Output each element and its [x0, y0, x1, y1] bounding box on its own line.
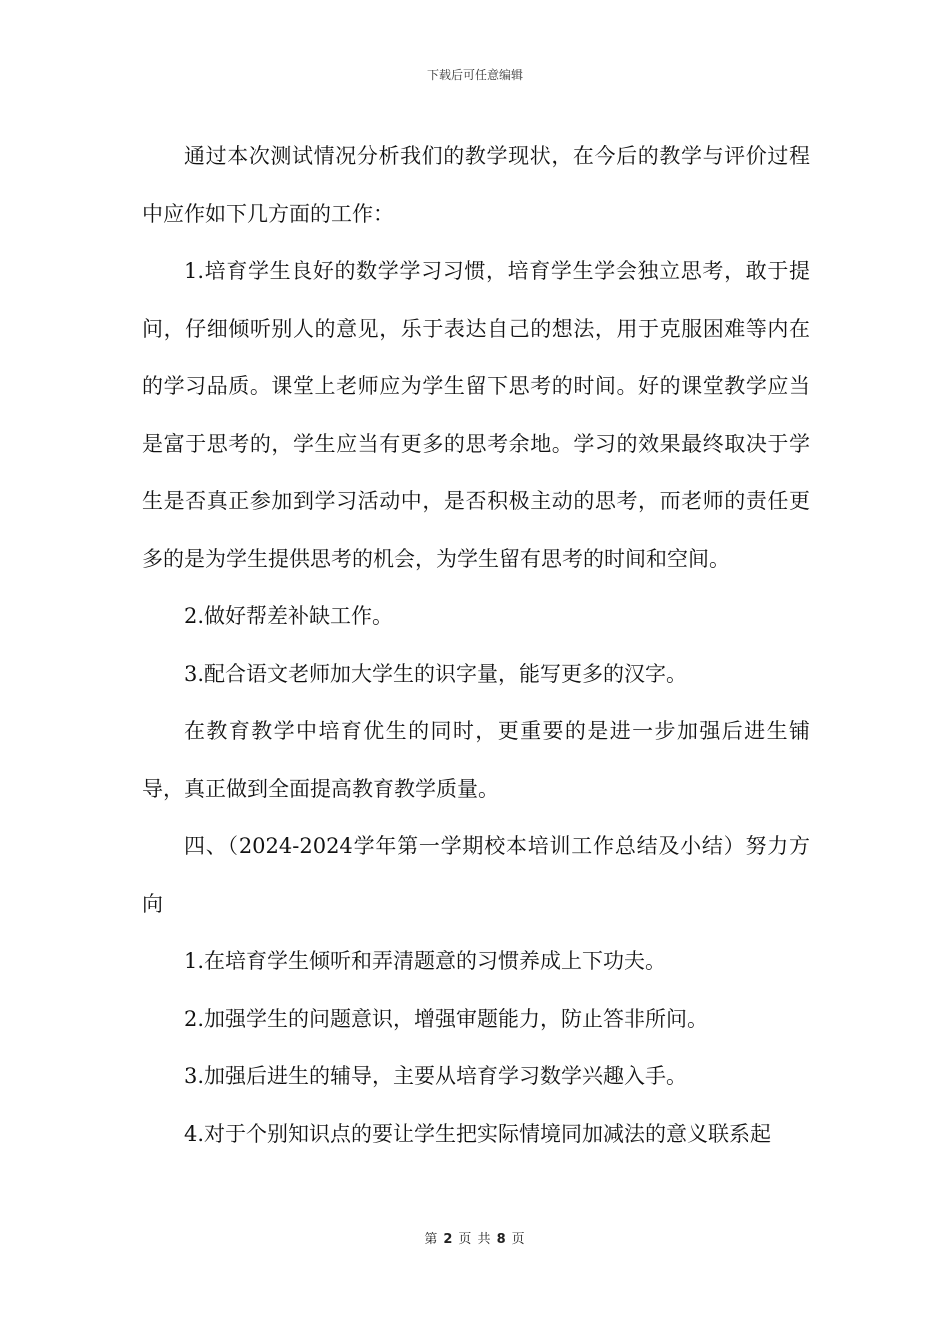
footer-page-number: 2: [443, 1232, 454, 1247]
page-header-note: 下载后可任意编辑: [426, 68, 523, 82]
paragraph-direction-1: 1.在培育学生倾听和弄清题意的习惯养成上下功夫。: [184, 949, 667, 973]
paragraph-item-3: 3.配合语文老师加大学生的识字量，能写更多的汉字。: [184, 661, 688, 686]
page-footer: [0, 1228, 950, 1247]
footer-suffix: 页: [511, 1232, 526, 1247]
paragraph-intro: 通过本次测试情况分析我们的教学现状，在今后的教学与评价过程中应作如下几方面的工作：: [142, 144, 810, 226]
document-body: [142, 128, 810, 1163]
paragraph-item-2: 2.做好帮差补缺工作。: [184, 604, 394, 628]
footer-total-pages: 8: [496, 1232, 507, 1247]
paragraph-direction-2: 2.加强学生的问题意识，增强审题能力，防止答非所问。: [184, 1006, 709, 1031]
paragraph-direction-4: 4.对于个别知识点的要让学生把实际情境同加减法的意义联系起: [184, 1121, 772, 1146]
paragraph-item-1: 1.培育学生良好的数学学习习惯，培育学生学会独立思考，敢于提问，仔细倾听别人的意见，乐于表达自己的想法，用于克服困难等内在的学习品质。课堂上老师应为学生留下思考的时间。好的课堂教学应当是富于思考的，学生应当有更多的思考余地。学习的效果最终取决于学生是否真正参加到学习活动中，是否积极主动的思考，而老师的责任更多的是为学生提供思考的机会，为学生留有思考的时间和空间。: [142, 259, 810, 571]
paragraph-direction-3: 3.加强后进生的辅导，主要从培育学习数学兴趣入手。: [184, 1064, 688, 1088]
footer-middle: 页 共: [458, 1232, 492, 1247]
section-heading-direction: 四、（2024-2024学年第一学期校本培训工作总结及小结）努力方向: [142, 834, 810, 916]
paragraph-summary: 在教育教学中培育优生的同时，更重要的是进一步加强后进生铺导，真正做到全面提高教育教学质量。: [142, 719, 810, 801]
footer-prefix: 第: [424, 1232, 439, 1247]
